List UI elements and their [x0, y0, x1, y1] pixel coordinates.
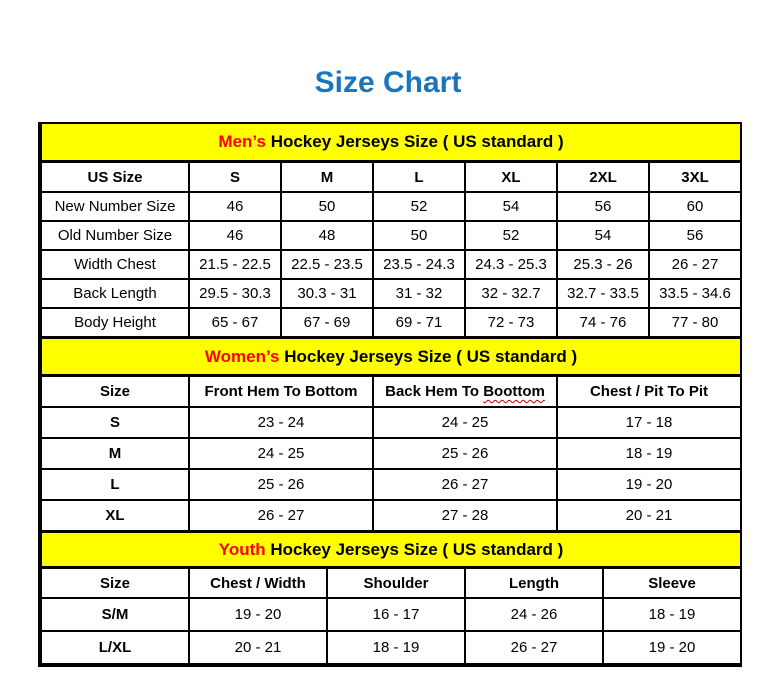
column-header: Front Hem To Bottom: [189, 376, 373, 408]
size-value-cell: 77 - 80: [649, 308, 741, 337]
row-label: Body Height: [41, 308, 189, 337]
mens-section-title-highlight: Men’s: [218, 132, 266, 151]
table-row: [41, 221, 741, 250]
size-value-cell: 48: [281, 221, 373, 250]
size-value-cell: 26 - 27: [189, 500, 373, 531]
size-value-cell: 21.5 - 22.5: [189, 250, 281, 279]
column-header: Size: [41, 376, 189, 408]
size-value-cell: 31 - 32: [373, 279, 465, 308]
size-value-cell: 18 - 19: [557, 438, 741, 469]
size-value-cell: 54: [557, 221, 649, 250]
row-label: Width Chest: [41, 250, 189, 279]
size-value-cell: 30.3 - 31: [281, 279, 373, 308]
size-value-cell: 50: [281, 192, 373, 221]
column-header: [373, 376, 557, 408]
table-header-row: [41, 568, 741, 599]
column-header: Chest / Pit To Pit: [557, 376, 741, 408]
table-row: [41, 192, 741, 221]
mens-section-title-rest: Hockey Jerseys Size ( US standard ): [265, 132, 564, 151]
column-header: Size: [41, 568, 189, 599]
size-value-cell: 54: [465, 192, 557, 221]
size-value-cell: 67 - 69: [281, 308, 373, 337]
size-value-cell: 56: [649, 221, 741, 250]
size-value-cell: 26 - 27: [649, 250, 741, 279]
youth-size-table: [40, 532, 742, 665]
table-header-row: [41, 376, 741, 408]
size-value-cell: 25 - 26: [373, 438, 557, 469]
table-row: [41, 469, 741, 500]
size-value-cell: 56: [557, 192, 649, 221]
column-header: Sleeve: [603, 568, 741, 599]
size-value-cell: 32.7 - 33.5: [557, 279, 649, 308]
column-header: Chest / Width: [189, 568, 327, 599]
size-value-cell: 24 - 25: [373, 407, 557, 438]
size-value-cell: 26 - 27: [373, 469, 557, 500]
size-value-cell: 72 - 73: [465, 308, 557, 337]
womens-section-title-rest: Hockey Jerseys Size ( US standard ): [279, 346, 578, 366]
size-value-cell: 52: [465, 221, 557, 250]
size-value-cell: 19 - 20: [557, 469, 741, 500]
youth-section-title-highlight: Youth: [218, 539, 266, 559]
youth-section-header: [41, 533, 741, 568]
size-value-cell: 19 - 20: [603, 631, 741, 664]
table-header-row: [41, 162, 741, 193]
table-row: [41, 631, 741, 664]
size-value-cell: 16 - 17: [327, 598, 465, 631]
table-row: [41, 438, 741, 469]
size-value-cell: 27 - 28: [373, 500, 557, 531]
size-value-cell: 50: [373, 221, 465, 250]
size-value-cell: 24 - 26: [465, 598, 603, 631]
size-value-cell: 18 - 19: [327, 631, 465, 664]
size-value-cell: 24.3 - 25.3: [465, 250, 557, 279]
size-value-cell: 65 - 67: [189, 308, 281, 337]
mens-size-table: [40, 124, 742, 338]
table-row: [41, 598, 741, 631]
size-chart: [38, 122, 742, 667]
size-value-cell: 23 - 24: [189, 407, 373, 438]
size-value-cell: 26 - 27: [465, 631, 603, 664]
row-label: New Number Size: [41, 192, 189, 221]
size-value-cell: 52: [373, 192, 465, 221]
page-title: Size Chart: [314, 66, 462, 99]
womens-section-title-highlight: Women’s: [204, 346, 280, 366]
size-value-cell: 25 - 26: [189, 469, 373, 500]
size-value-cell: 33.5 - 34.6: [649, 279, 741, 308]
column-header: Shoulder: [327, 568, 465, 599]
size-value-cell: 60: [649, 192, 741, 221]
womens-section-header: [41, 339, 741, 376]
table-row: [41, 407, 741, 438]
womens-size-table: [40, 338, 742, 532]
size-value-cell: 46: [189, 192, 281, 221]
table-row: [41, 250, 741, 279]
column-header: US Size: [41, 162, 189, 193]
row-label: S: [41, 407, 189, 438]
size-value-cell: 20 - 21: [557, 500, 741, 531]
size-value-cell: 25.3 - 26: [557, 250, 649, 279]
column-header: XL: [465, 162, 557, 193]
column-header: L: [373, 162, 465, 193]
column-header: M: [281, 162, 373, 193]
row-label: M: [41, 438, 189, 469]
table-row: [41, 308, 741, 337]
column-header: S: [189, 162, 281, 193]
table-row: [41, 500, 741, 531]
row-label: XL: [41, 500, 189, 531]
size-value-cell: 32 - 32.7: [465, 279, 557, 308]
column-header: Length: [465, 568, 603, 599]
size-value-cell: 74 - 76: [557, 308, 649, 337]
row-label: Back Length: [41, 279, 189, 308]
womens-section-title: [41, 339, 741, 376]
column-header-prefix: Back Hem To: [385, 383, 484, 400]
size-value-cell: 23.5 - 24.3: [373, 250, 465, 279]
youth-section-title: [41, 533, 741, 568]
size-value-cell: 46: [189, 221, 281, 250]
mens-section-header: [41, 124, 741, 162]
table-row: [41, 279, 741, 308]
size-value-cell: 22.5 - 23.5: [281, 250, 373, 279]
size-value-cell: 19 - 20: [189, 598, 327, 631]
row-label: L: [41, 469, 189, 500]
size-value-cell: 18 - 19: [603, 598, 741, 631]
size-value-cell: 20 - 21: [189, 631, 327, 664]
size-value-cell: 17 - 18: [557, 407, 741, 438]
row-label: S/M: [41, 598, 189, 631]
row-label: Old Number Size: [41, 221, 189, 250]
youth-section-title-rest: Hockey Jerseys Size ( US standard ): [265, 539, 564, 559]
size-value-cell: 29.5 - 30.3: [189, 279, 281, 308]
size-value-cell: 69 - 71: [373, 308, 465, 337]
size-value-cell: 24 - 25: [189, 438, 373, 469]
mens-section-title: [41, 124, 741, 162]
misspelled-word: Boottom: [483, 383, 545, 400]
row-label: L/XL: [41, 631, 189, 664]
column-header: 3XL: [649, 162, 741, 193]
column-header: 2XL: [557, 162, 649, 193]
